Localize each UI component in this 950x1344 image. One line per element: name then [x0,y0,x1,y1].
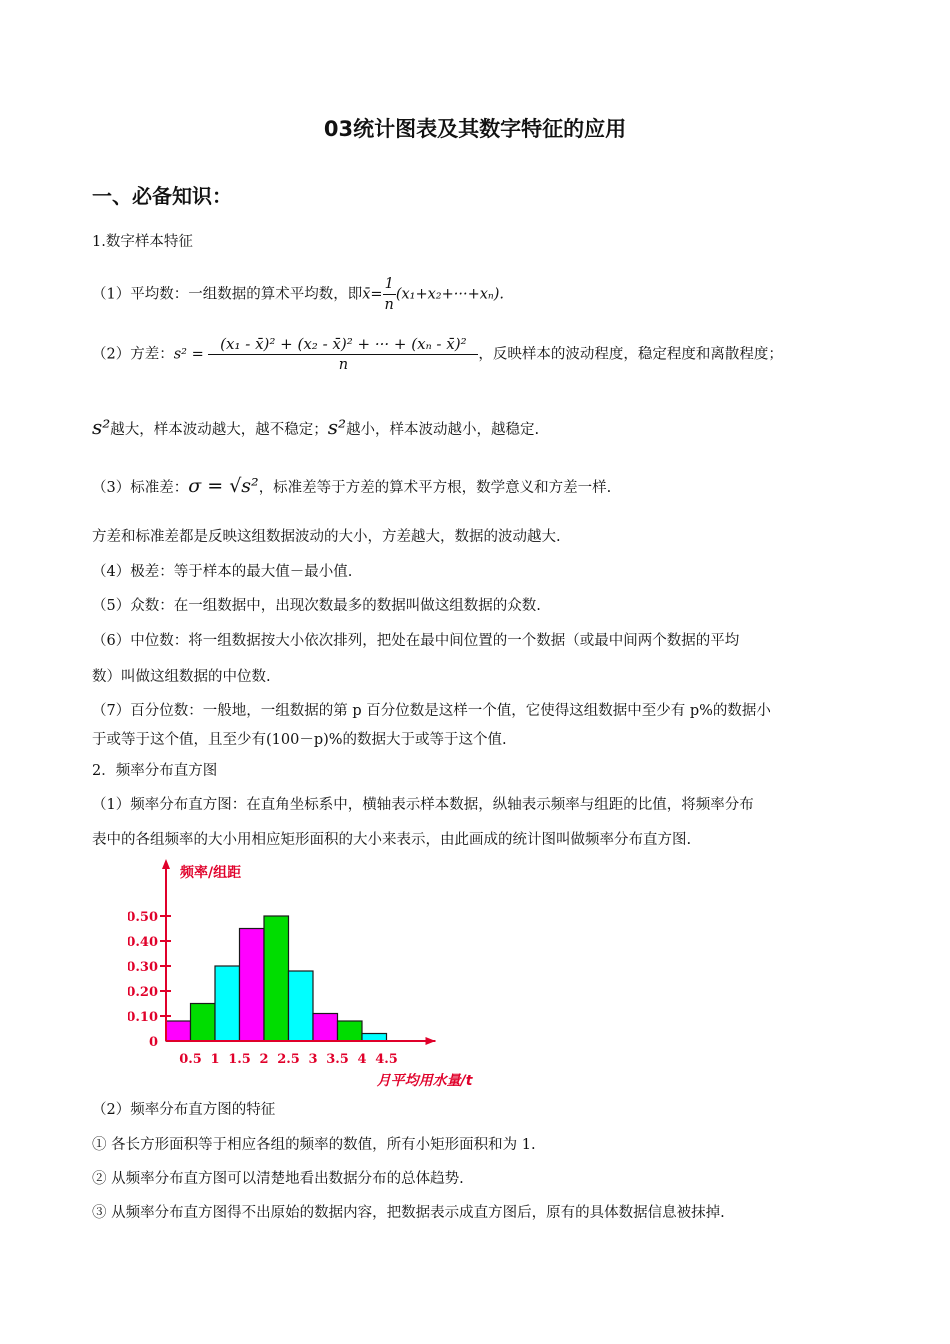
variance-s2: s² [173,346,187,363]
variance-equals: = [191,346,204,363]
mean-expression: (x₁+x₂+···+xₙ). [395,286,505,303]
histogram-bar [166,1021,191,1041]
mean-xbar: x̄ [362,286,371,303]
histogram-bar [289,971,314,1041]
variance-s2-small: s² [327,415,347,439]
x-tick-label: 2 [259,1052,269,1067]
variance-small-text: 越小，样本波动越小，越稳定. [346,422,540,438]
variance-fraction-denominator: n [338,357,349,373]
histogram-chart [128,855,508,1095]
x-tick-label: 3.5 [326,1052,349,1067]
x-tick-label: 0.5 [179,1052,202,1067]
histogram-feature-2: ② 从频率分布直方图可以清楚地看出数据分布的总体趋势. [92,1171,464,1187]
percentile-definition-line2: 于或等于这个值，且至少有(100－p)%的数据大于或等于这个值. [92,732,507,748]
x-axis-title: 月平均用水量/t [376,1073,473,1089]
variance-definition [92,334,783,375]
percentile-definition-line1: （7）百分位数：一般地，一组数据的第 p 百分位数是这样一个值，它使得这组数据中至少有 p%的数据小 [92,703,771,719]
variance-description: ，反映样本的波动程度，稳定程度和离散程度； [478,346,783,363]
subsection-heading-sample-features: 1.数字样本特征 [92,234,193,250]
std-definition [92,476,611,498]
variance-s2-large: s² [92,415,111,439]
x-tick-label: 2.5 [277,1052,300,1067]
x-tick-label: 4 [357,1052,367,1067]
std-label: （3）标准差： [92,480,189,496]
x-tick-label: 4.5 [375,1052,398,1067]
histogram-bar [191,1004,216,1042]
subsection-heading-histogram: 2．频率分布直方图 [92,763,218,779]
histogram-bar [362,1034,387,1042]
variance-fraction-numerator: (x₁ - x̄)² + (x₂ - x̄)² + ··· + (xₙ - x̄)² [208,334,478,355]
mean-equals: = [370,286,383,303]
histogram-bar [240,929,265,1042]
histogram-feature-1: ① 各长方形面积等于相应各组的频率的数值，所有小矩形面积和为 1. [92,1137,536,1153]
histogram-definition-line1: （1）频率分布直方图：在直角坐标系中，横轴表示样本数据，纵轴表示频率与组距的比值，将频率分布 [92,797,754,813]
range-definition: （4）极差：等于样本的最大值－最小值. [92,564,353,580]
section-heading-knowledge: 一、必备知识： [92,184,232,208]
histogram-definition-line2: 表中的各组频率的大小用相应矩形面积的大小来表示，由此画成的统计图叫做频率分布直方图. [92,832,692,848]
std-description: ，标准差等于方差的算术平方根，数学意义和方差一样. [258,480,612,496]
mean-label: （1）平均数：一组数据的算术平均数，即 [92,286,363,303]
median-definition-line1: （6）中位数：将一组数据按大小依次排列，把处在最中间位置的一个数据（或最中间两个数据的平均 [92,633,740,649]
mean-fraction [383,274,396,315]
histogram-bar [313,1014,338,1042]
variance-label: （2）方差： [92,346,174,363]
histogram-bar [338,1021,363,1041]
variance-large-text: 越大，样本波动越大，越不稳定； [110,422,328,438]
y-tick-label: 0.10 [128,1010,158,1025]
page-title: 03统计图表及其数字特征的应用 [323,117,627,141]
median-definition-line2: 数）叫做这组数据的中位数. [92,669,271,685]
x-axis-arrow [426,1037,436,1045]
mean-fraction-denominator: n [384,297,394,313]
y-tick-label: 0.30 [128,960,158,975]
x-tick-label: 1.5 [228,1052,251,1067]
y-axis-title: 频率/组距 [180,865,242,881]
origin-label: 0 [148,1035,158,1050]
mean-definition [92,274,504,315]
histogram-feature-3: ③ 从频率分布直方图得不出原始的数据内容，把数据表示成直方图后，原有的具体数据信息被抹掉. [92,1205,725,1221]
y-tick-label: 0.40 [128,935,158,950]
histogram-features-heading: （2）频率分布直方图的特征 [92,1102,276,1118]
std-formula: σ = √s² [188,475,259,497]
mean-fraction-numerator: 1 [383,274,396,295]
y-tick-label: 0.20 [128,985,158,1000]
histogram-svg [128,855,508,1095]
histogram-bar [215,966,240,1041]
mode-definition: （5）众数：在一组数据中，出现次数最多的数据叫做这组数据的众数. [92,598,541,614]
y-axis-arrow [162,859,170,869]
variance-fraction [208,334,478,375]
histogram-bar [264,916,289,1041]
std-note: 方差和标准差都是反映这组数据波动的大小，方差越大，数据的波动越大. [92,529,561,545]
x-tick-label: 1 [210,1052,220,1067]
variance-interpretation [92,417,539,440]
y-tick-label: 0.50 [128,910,158,925]
x-tick-label: 3 [308,1052,318,1067]
